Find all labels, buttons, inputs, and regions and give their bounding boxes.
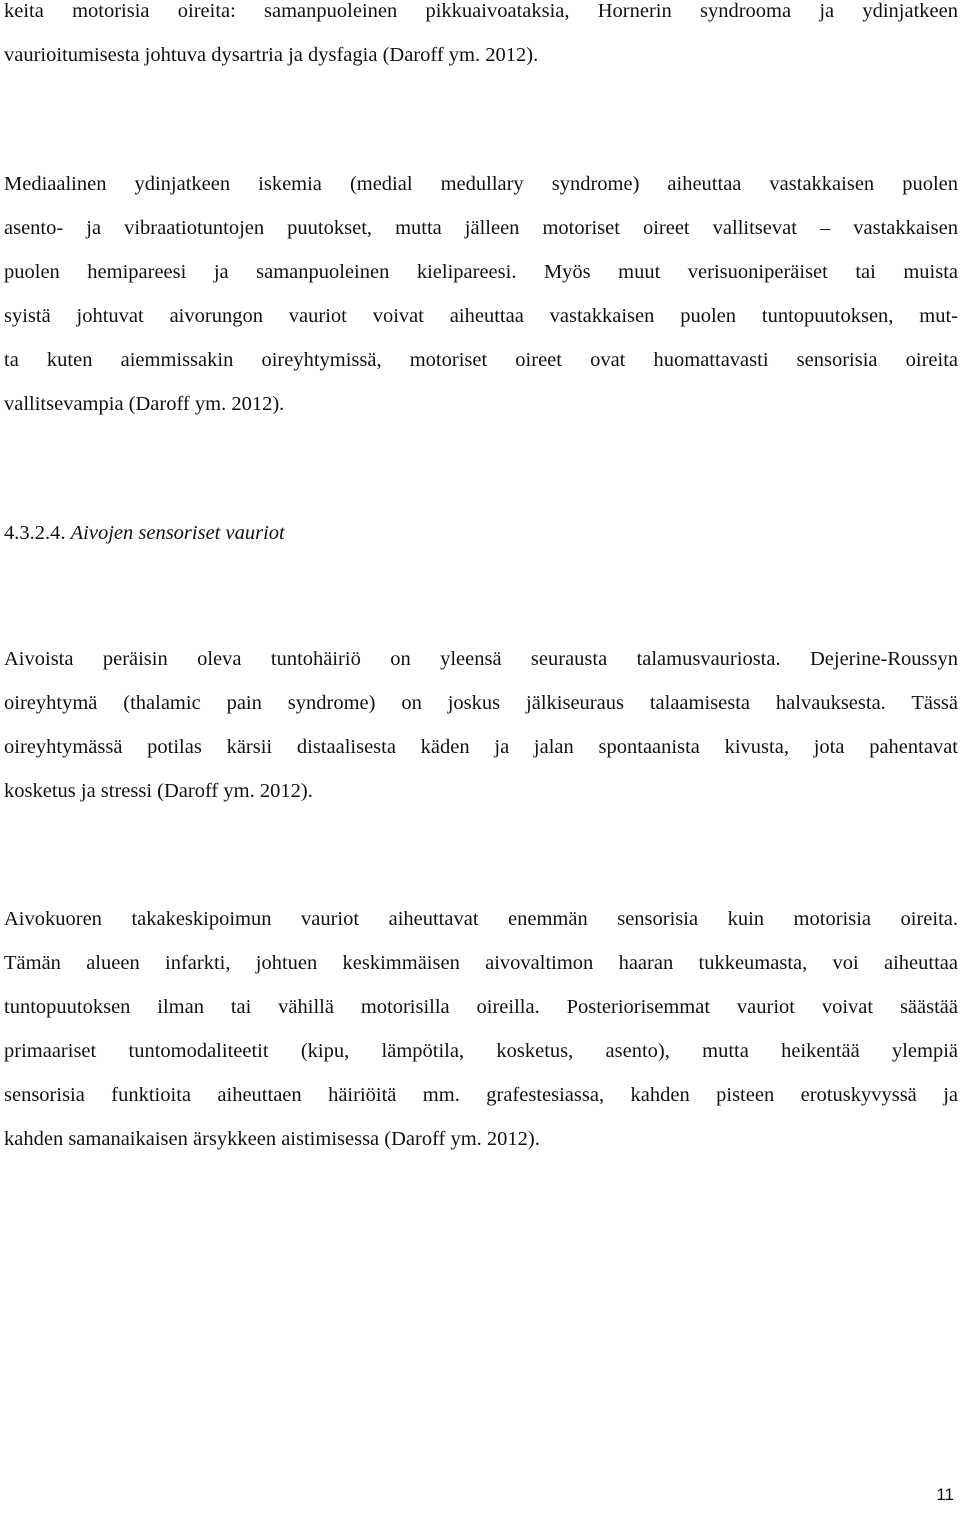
paragraph-line: sensorisia funktioita aiheuttaen häiriöitä mm. grafestesiassa, kahden pisteen erotuskyvyssä ja [4, 1084, 958, 1106]
paragraph-line: Aivokuoren takakeskipoimun vauriot aiheuttavat enemmän sensorisia kuin motorisia oireita. [4, 908, 958, 930]
paragraph-line: Tämän alueen infarkti, johtuen keskimmäisen aivovaltimon haaran tukkeumasta, voi aiheuttaa [4, 952, 958, 974]
paragraph-line: syistä johtuvat aivorungon vauriot voivat aiheuttaa vastakkaisen puolen tuntopuutoksen, mut- [4, 305, 958, 327]
paragraph-line: oireyhtymä (thalamic pain syndrome) on joskus jälkiseuraus talaamisesta halvauksesta. Tässä [4, 692, 958, 714]
paragraph-line: keita motorisia oireita: samanpuoleinen pikkuaivoataksia, Hornerin syndrooma ja ydinjatkeen [4, 0, 958, 22]
paragraph-line: asento- ja vibraatiotuntojen puutokset, mutta jälleen motoriset oireet vallitsevat – vastakkaisen [4, 217, 958, 239]
page-number: 11 [936, 1485, 954, 1504]
paragraph-cortical [4, 897, 958, 1161]
paragraph-line: Aivoista peräisin oleva tuntohäiriö on yleensä seurausta talamusvauriosta. Dejerine-Roussyn [4, 648, 958, 670]
paragraph-line: primaariset tuntomodaliteetit (kipu, lämpötila, kosketus, asento), mutta heikentää ylempiä [4, 1040, 958, 1062]
paragraph-line: Mediaalinen ydinjatkeen iskemia (medial medullary syndrome) aiheuttaa vastakkaisen puolen [4, 173, 958, 195]
paragraph-line: kahden samanaikaisen ärsykkeen aistimisessa (Daroff ym. 2012). [4, 1128, 540, 1150]
paragraph-thalamic [4, 637, 958, 813]
paragraph-line: puolen hemipareesi ja samanpuoleinen kielipareesi. Myös muut verisuoniperäiset tai muista [4, 261, 958, 283]
paragraph-line: ta kuten aiemmissakin oireyhtymissä, motoriset oireet ovat huomattavasti sensorisia oireita [4, 349, 958, 371]
section-heading [4, 511, 285, 555]
paragraph-line: vaurioitumisesta johtuva dysartria ja dysfagia (Daroff ym. 2012). [4, 44, 539, 66]
section-title: Aivojen sensoriset vauriot [70, 522, 285, 544]
section-number: 4.3.2.4. [4, 522, 66, 544]
paragraph-line: tuntopuutoksen ilman tai vähillä motorisilla oireilla. Posteriorisemmat vauriot voivat säästää [4, 996, 958, 1018]
paragraph-continuation [4, 0, 958, 77]
paragraph-line: oireyhtymässä potilas kärsii distaalisesta käden ja jalan spontaanista kivusta, jota pahentavat [4, 736, 958, 758]
paragraph-line: kosketus ja stressi (Daroff ym. 2012). [4, 780, 313, 802]
paragraph-medial-medullary [4, 162, 958, 426]
paragraph-line: vallitsevampia (Daroff ym. 2012). [4, 393, 285, 415]
